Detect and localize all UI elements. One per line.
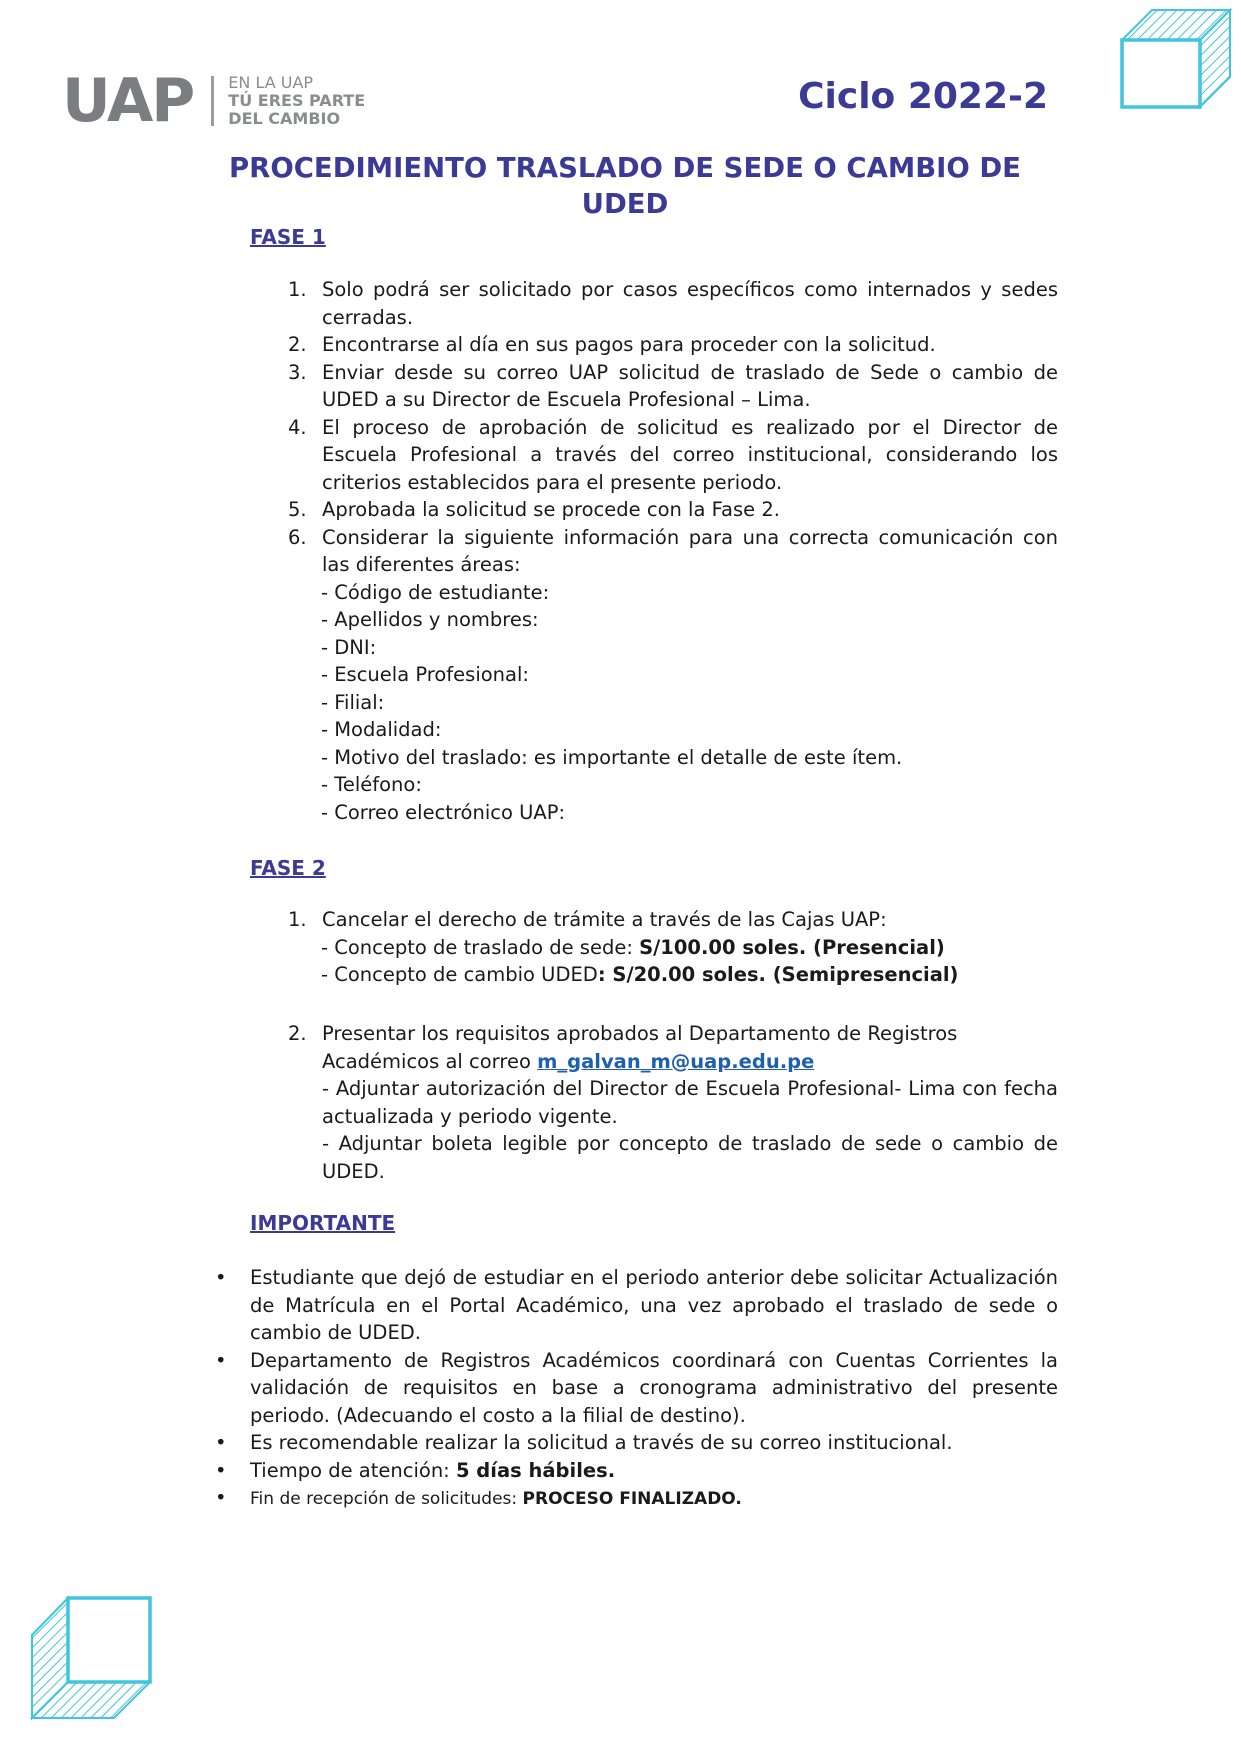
bullet-icon: • xyxy=(215,1266,227,1289)
list-item-number: 2. xyxy=(288,333,307,356)
bullet-text: Departamento de Registros Académicos coordinará con Cuentas Corrientes la validación de requisitos en base a cronograma administrativo del presente periodo. (Adecuando el costo a la filial de destino). xyxy=(250,1348,1058,1427)
bullet-text: Estudiante que dejó de estudiar en el periodo anterior debe solicitar Actualización de Matrícula en el Portal Académico, una vez aprobado el traslado de sede o cambio de UDED. xyxy=(250,1266,1058,1344)
list-item-text: Académicos al correo xyxy=(322,1049,538,1073)
fase2-heading: FASE 2 xyxy=(250,856,326,880)
requirement-note: - Adjuntar boleta legible por concepto de traslado de sede o cambio de UDED. xyxy=(322,1132,1058,1183)
logo-tagline xyxy=(228,74,365,128)
student-field: - Código de estudiante: xyxy=(321,580,550,604)
uap-logo xyxy=(62,66,366,136)
bullet-value: PROCESO FINALIZADO. xyxy=(522,1489,742,1509)
list-item-number: 1. xyxy=(288,278,307,301)
list-item-number: 6. xyxy=(288,525,307,549)
bullet-icon: • xyxy=(215,1431,227,1454)
student-field: - Motivo del traslado: es importante el detalle de este ítem. xyxy=(321,745,903,769)
fase2-item1 xyxy=(288,906,1058,989)
list-item xyxy=(288,331,1058,359)
list-item-text: Considerar la siguiente información para una correcta comunicación con las diferentes áreas: xyxy=(322,525,1058,576)
logo-divider xyxy=(211,76,214,126)
list-item-number: 4. xyxy=(288,415,307,439)
page-title-line1: PROCEDIMIENTO TRASLADO DE SEDE O CAMBIO DE xyxy=(229,152,1021,184)
student-field: - DNI: xyxy=(321,635,377,659)
list-item xyxy=(288,414,1058,497)
cube-decoration-icon xyxy=(30,1590,165,1720)
fee-lines xyxy=(288,934,1058,989)
list-item-text: El proceso de aprobación de solicitud es realizado por el Director de Escuela Profesional a través del correo institucional, considerando los criterios establecidos para el presente periodo. xyxy=(322,415,1058,494)
email-link[interactable]: m_galvan_m@uap.edu.pe xyxy=(537,1049,815,1073)
list-item-text: Presentar los requisitos aprobados al Departamento de Registros xyxy=(322,1022,958,1045)
list-item-number: 1. xyxy=(288,908,307,931)
list-item-number: 5. xyxy=(288,498,307,521)
bullet-icon: • xyxy=(215,1348,227,1372)
importante-list xyxy=(213,1264,1058,1514)
student-field: - Correo electrónico UAP: xyxy=(321,800,566,824)
logo-tagline-line3: DEL CAMBIO xyxy=(228,109,341,128)
bullet-label: Fin de recepción de solicitudes: xyxy=(250,1489,523,1509)
list-item-text: Encontrarse al día en sus pagos para proceder con la solicitud. xyxy=(322,333,936,356)
fee-label: - Concepto de traslado de sede: xyxy=(321,935,640,959)
student-field: - Escuela Profesional: xyxy=(321,663,529,686)
cycle-label: Ciclo 2022-2 xyxy=(798,76,1048,117)
list-item-text: Enviar desde su correo UAP solicitud de traslado de Sede o cambio de UDED a su Director de Escuela Profesional – Lima. xyxy=(322,360,1058,411)
list-item-text: Cancelar el derecho de trámite a través de las Cajas UAP: xyxy=(322,908,887,931)
student-field: - Modalidad: xyxy=(321,718,442,741)
fase1-heading: FASE 1 xyxy=(250,225,326,249)
list-item-text: Solo podrá ser solicitado por casos específicos como internados y sedes cerradas. xyxy=(322,278,1058,329)
fee-line-uded xyxy=(321,961,1058,989)
fee-line-sede xyxy=(321,934,1058,962)
student-field: - Apellidos y nombres: xyxy=(321,608,539,631)
requirement-note: - Adjuntar autorización del Director de Escuela Profesional- Lima con fecha actualizada y periodo vigente. xyxy=(322,1077,1058,1128)
list-item xyxy=(288,1020,1058,1185)
list-item xyxy=(288,906,1058,934)
student-fields xyxy=(288,579,1058,827)
list-item-text: Aprobada la solicitud se procede con la Fase 2. xyxy=(322,498,780,521)
logo-tagline-line1: EN LA UAP xyxy=(228,73,314,92)
list-item-text-line2 xyxy=(322,1048,1058,1076)
list-item-number: 2. xyxy=(288,1022,307,1045)
bullet-item xyxy=(213,1264,1058,1347)
list-item xyxy=(288,524,1058,579)
bullet-icon: • xyxy=(215,1458,227,1482)
list-item xyxy=(288,359,1058,414)
logo-mark: UAP xyxy=(62,66,194,136)
bullet-item xyxy=(213,1429,1058,1457)
bullet-item xyxy=(213,1457,1058,1485)
bullet-value: 5 días hábiles. xyxy=(455,1458,616,1482)
list-item xyxy=(288,276,1058,331)
student-field: - Teléfono: xyxy=(321,773,422,796)
bullet-item xyxy=(213,1484,1058,1514)
fee-label: - Concepto de cambio UDED xyxy=(321,963,598,986)
logo-tagline-line2: TÚ ERES PARTE xyxy=(228,91,366,110)
fee-value: : S/20.00 soles. (Semipresencial) xyxy=(597,963,959,986)
fase1-list xyxy=(288,276,1058,826)
fee-value: S/100.00 soles. (Presencial) xyxy=(639,935,945,959)
list-item-number: 3. xyxy=(288,360,307,384)
bullet-icon: • xyxy=(215,1486,227,1509)
list-item xyxy=(288,496,1058,524)
bullet-label: Tiempo de atención: xyxy=(250,1458,456,1482)
student-field: - Filial: xyxy=(321,690,385,714)
cube-decoration-icon xyxy=(1112,5,1232,115)
importante-heading: IMPORTANTE xyxy=(250,1211,396,1235)
bullet-text: Es recomendable realizar la solicitud a través de su correo institucional. xyxy=(250,1431,953,1454)
page-title xyxy=(190,150,1060,222)
bullet-item xyxy=(213,1347,1058,1430)
page-title-line2: UDED xyxy=(581,188,669,220)
fase2-item2 xyxy=(288,1020,1058,1185)
